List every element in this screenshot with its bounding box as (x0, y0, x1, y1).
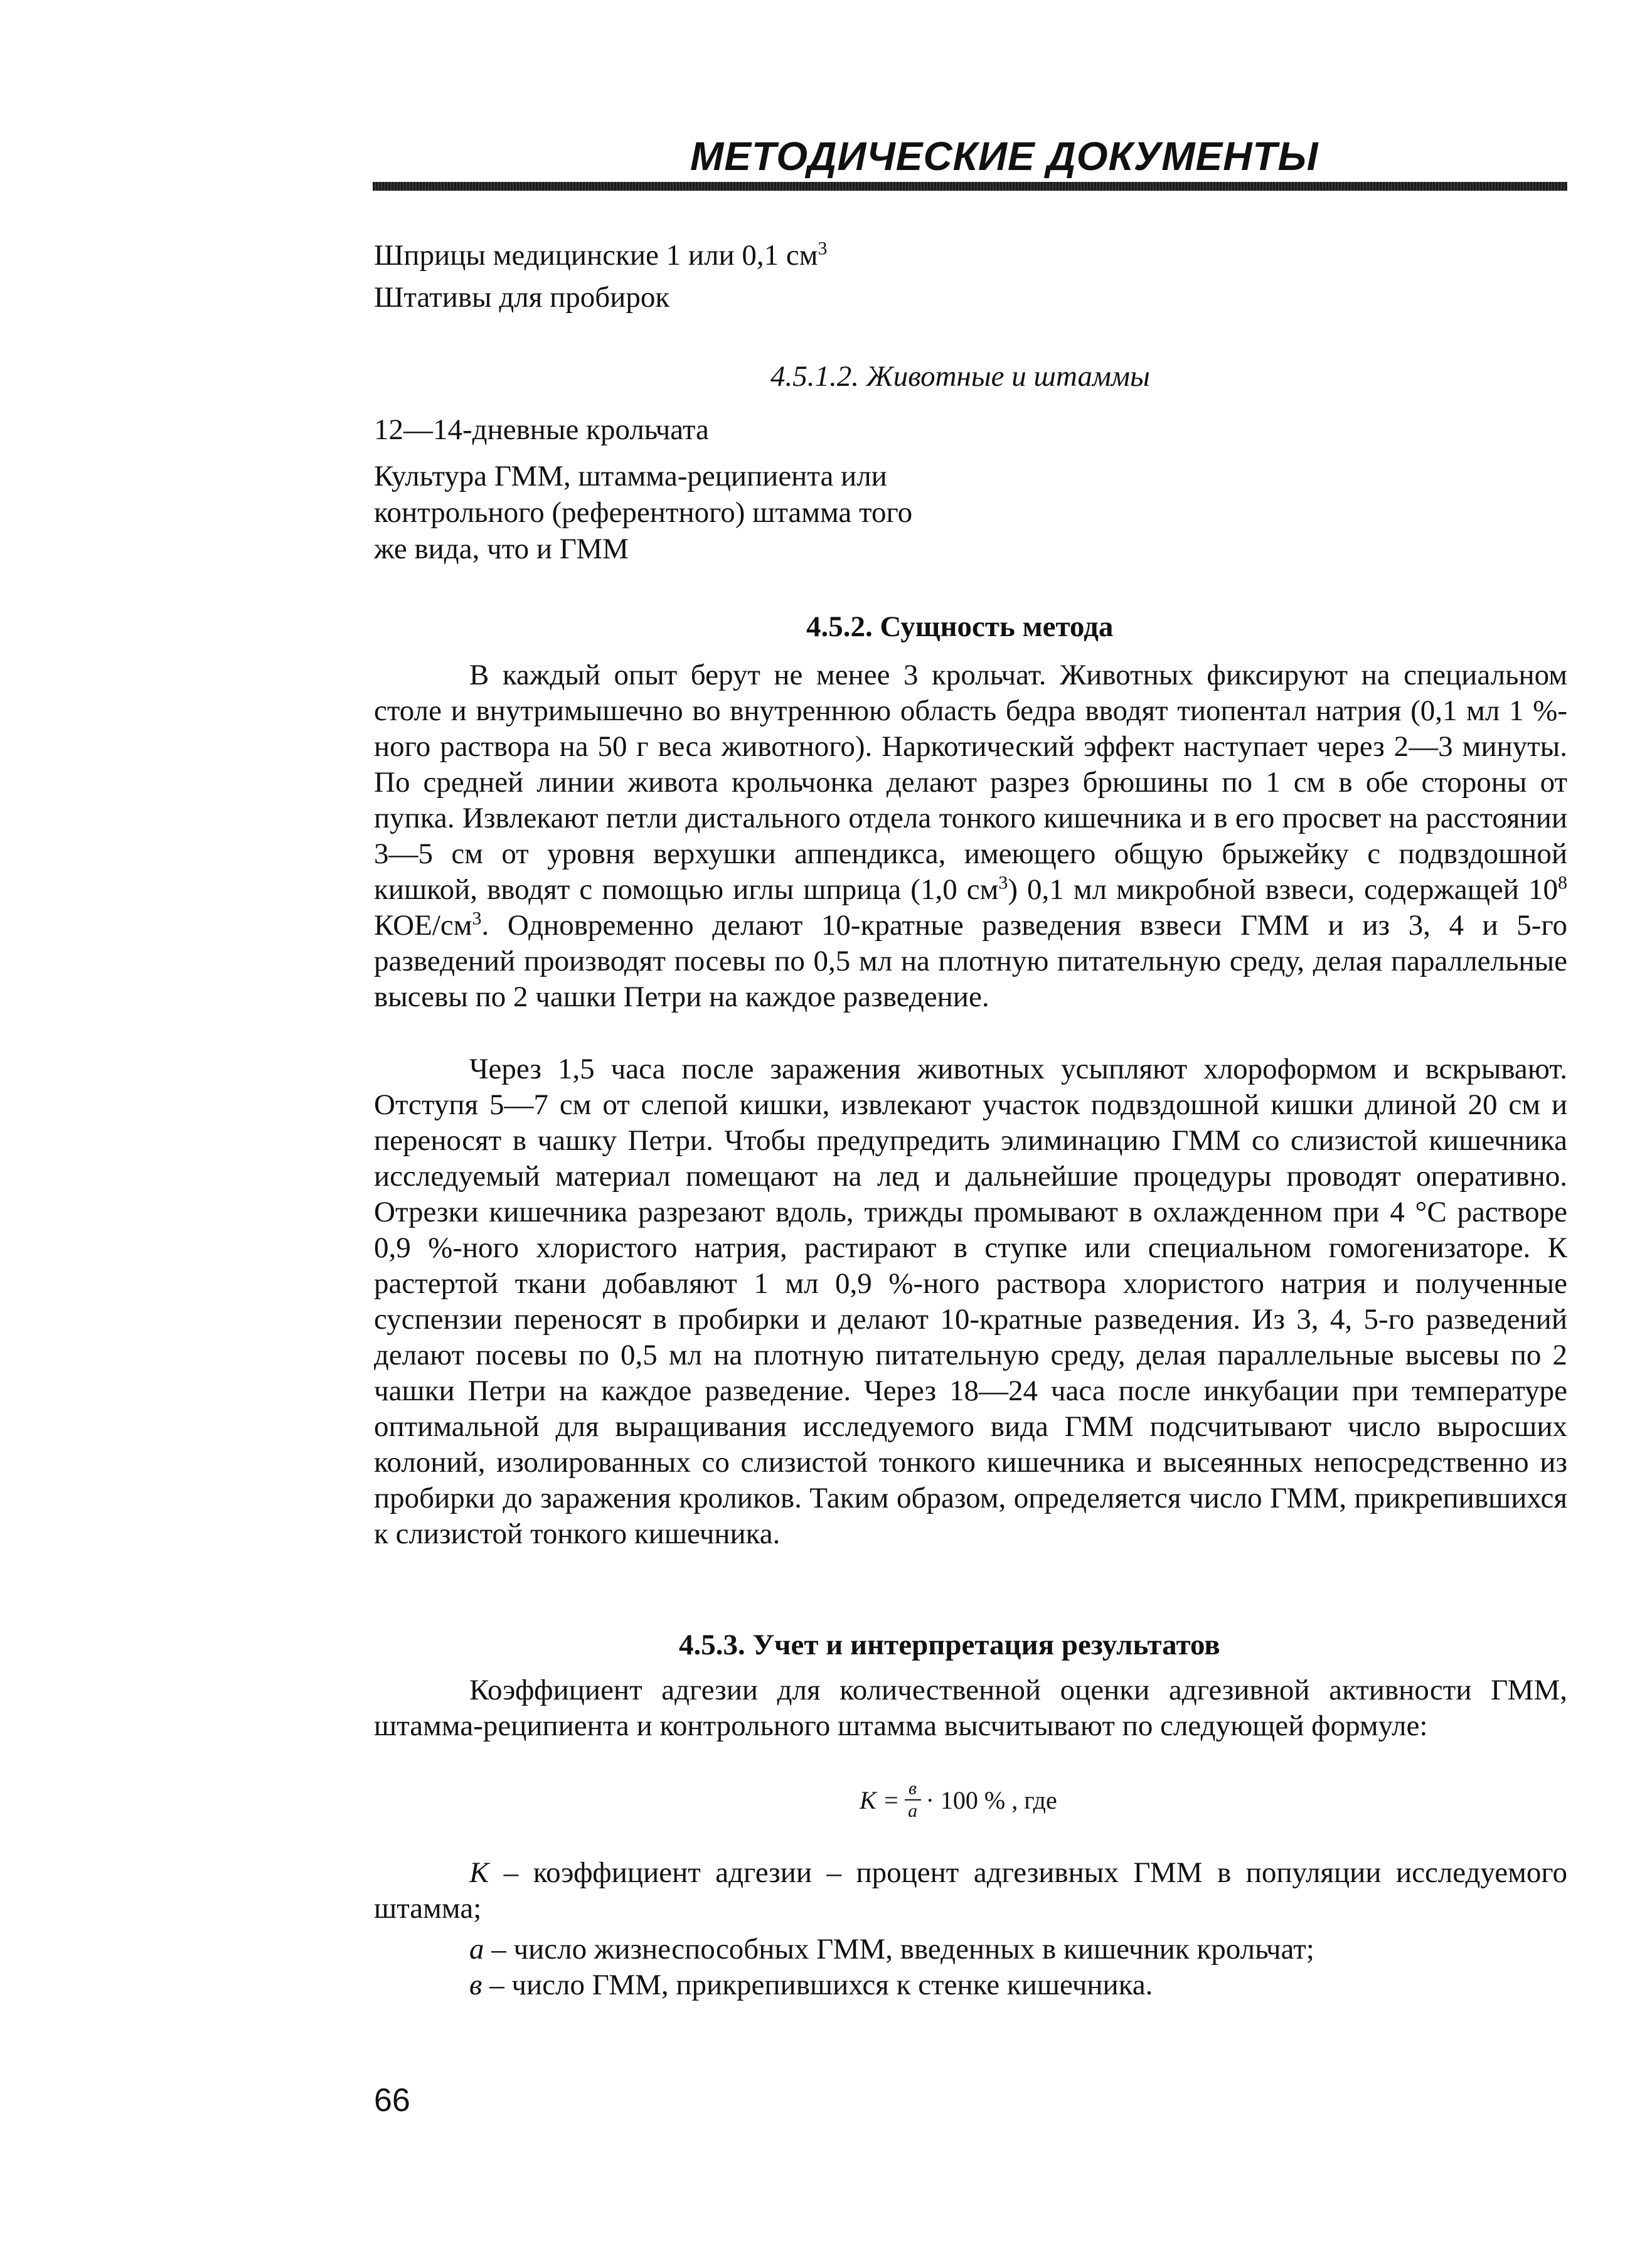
definition-v-symbol: в (469, 1969, 482, 2001)
sup-cm3-2: 3 (472, 908, 482, 929)
running-header-title: МЕТОДИЧЕСКИЕ ДОКУМЕНТЫ (690, 134, 1319, 179)
section-heading-results: 4.5.3. Учет и интерпретация результатов (679, 1629, 1220, 1661)
sup-cm3-1: 3 (998, 872, 1008, 893)
section-heading-method-essence: 4.5.2. Сущность метода (806, 610, 1114, 643)
equipment-line-syringes (374, 238, 828, 272)
subheading-animals-strains: 4.5.1.2. Животные и штаммы (770, 360, 1150, 393)
equipment-syringes-sup: 3 (818, 238, 828, 259)
culture-line-2: контрольного (референтного) штамма того (374, 496, 913, 529)
formula-rhs: · 100 % , где (925, 1785, 1057, 1814)
definition-a-text: – число жизнеспособных ГММ, введенных в кишечник крольчат; (484, 1933, 1314, 1965)
paragraph-method-1-part-d: . Одновременно делают 10-кратные разведения взвеси ГММ и из 3, 4 и 5-го разведений производят посевы по 0,5 мл на плотную питательную среду, делая параллельные высевы по 2 чашки Петри на каждое разведение. (374, 909, 1567, 1013)
header-rule (373, 182, 1567, 191)
animals-line-rabbits: 12—14-дневные крольчата (374, 413, 709, 446)
formula-denominator: а (908, 1801, 918, 1821)
definition-v-text: – число ГММ, прикрепившихся к стенке кишечника. (482, 1969, 1153, 2001)
definition-v (469, 1967, 1153, 2003)
equipment-syringes-text: Шприцы медицинские 1 или 0,1 см (374, 239, 818, 272)
definition-a-symbol: а (469, 1933, 484, 1965)
culture-line-3: же вида, что и ГММ (374, 533, 629, 565)
formula-lhs: К = (860, 1785, 900, 1814)
page-number: 66 (374, 2082, 410, 2119)
paragraph-method-1-part-a: В каждый опыт берут не менее 3 крольчат. Животных фиксируют на специальном столе и внутримышечно во внутреннюю область бедра вводят тиопентал натрия (0,1 мл 1 %-ного раствора на 50 г веса животного). Наркотический эффект наступает через 2—3 минуты. По средней линии живота крольчонка делают разрез брюшины по 1 см в обе стороны от пупка. Извлекают петли дистального отдела тонкого кишечника и в его просвет на расстоянии 3—5 см от уровня верхушки аппендикса, имеющего общую брыжейку с подвздошной кишкой, вводят с помощью иглы шприца (1,0 см (374, 659, 1567, 906)
equipment-line-racks: Штативы для пробирок (374, 281, 670, 314)
paragraph-results-1: Коэффициент адгезии для количественной оценки адгезивной активности ГММ, штамма-реципиента и контрольного штамма высчитывают по следующей формуле: (374, 1674, 1567, 1742)
definition-k-text: – коэффициент адгезии – процент адгезивных ГММ в популяции исследуемого штамма; (374, 1856, 1567, 1925)
formula-fraction (905, 1779, 921, 1821)
definition-k-symbol: К (469, 1856, 489, 1889)
paragraph-method-1 (374, 657, 1567, 1015)
definition-a (469, 1932, 1314, 1967)
paragraph-method-1-part-b: ) 0,1 мл микробной взвеси, содержащей 10 (1008, 873, 1558, 906)
paragraph-method-1-part-c: КОЕ/см (374, 909, 472, 942)
formula-numerator: в (909, 1778, 917, 1799)
culture-line-1: Культура ГММ, штамма-реципиента или (374, 460, 887, 492)
paragraph-method-2: Через 1,5 часа после заражения животных усыпляют хлороформом и вскрывают. Отступя 5—7 см от слепой кишки, извлекают участок подвздошной кишки длиной 20 см и переносят в чашку Петри. Чтобы предупредить элиминацию ГММ со слизистой кишечника исследуемый материал помещают на лед и дальнейшие процедуры проводят оперативно. Отрезки кишечника разрезают вдоль, трижды промывают в охлажденном при 4 °С растворе 0,9 %-ного хлористого натрия, растирают в ступке или специальном гомогенизаторе. К растертой ткани добавляют 1 мл 0,9 %-ного раствора хлористого натрия и полученные суспензии переносят в пробирки и делают 10-кратные разведения. Из 3, 4, 5-го разведений делают посевы по 0,5 мл на плотную питательную среду, делая параллельные высевы по 2 чашки Петри на каждое разведение. Через 18—24 часа после инкубации при температуре оптимальной для выращивания исследуемого вида ГММ подсчитывают число выросших колоний, изолированных со слизистой тонкого кишечника и высеянных непосредственно из пробирки до заражения кроликов. Таким образом, определяется число ГММ, прикрепившихся к слизистой тонкого кишечника. (374, 1053, 1567, 1550)
sup-power-8: 8 (1558, 872, 1567, 893)
adhesion-formula (860, 1779, 1057, 1821)
definition-k (374, 1855, 1567, 1927)
